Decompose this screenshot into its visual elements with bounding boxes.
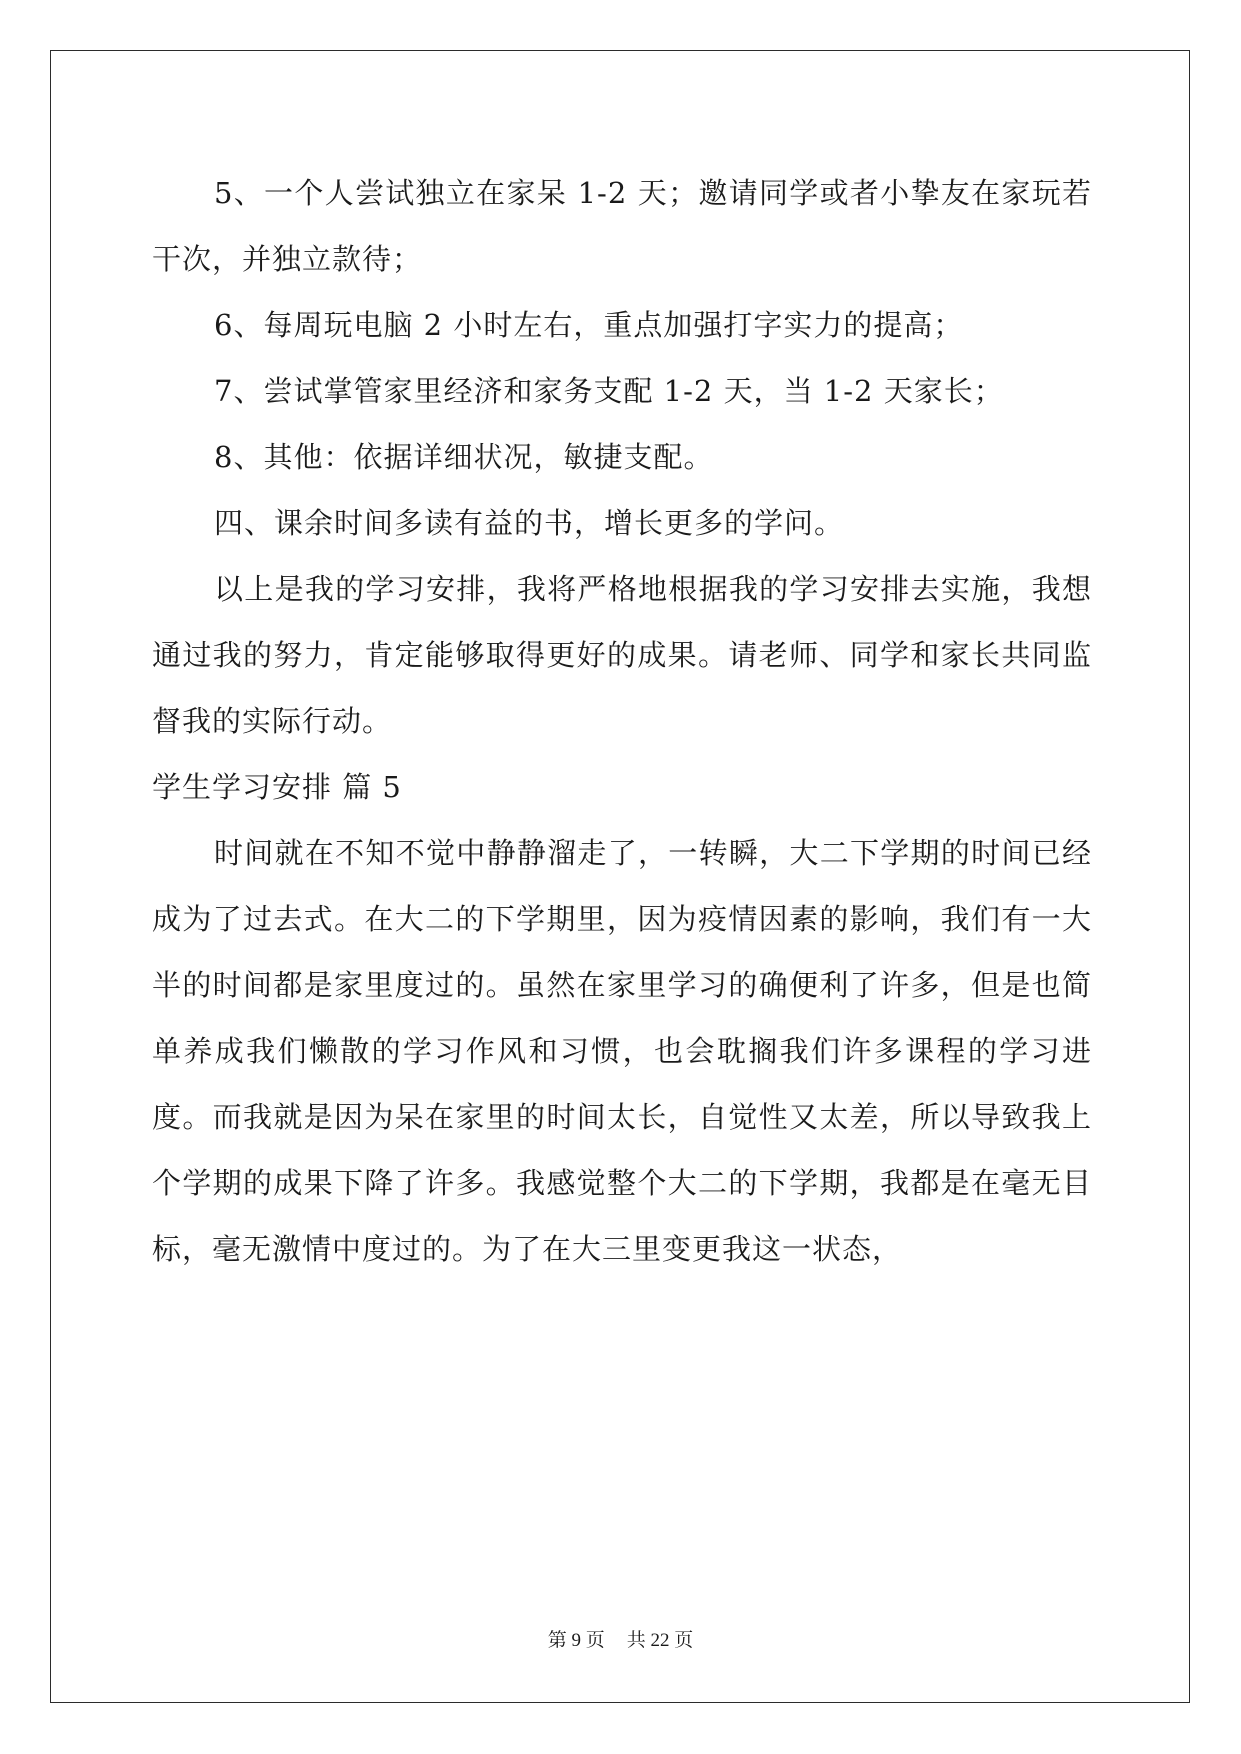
document-body: [152, 160, 1092, 1282]
section-paragraph: 时间就在不知不觉中静静溜走了，一转瞬，大二下学期的时间已经成为了过去式。在大二的下学期里，因为疫情因素的影响，我们有一大半的时间都是家里度过的。虽然在家里学习的确便利了许多，但是也简单养成我们懒散的学习作风和习惯，也会耽搁我们许多课程的学习进度。而我就是因为呆在家里的时间太长，自觉性又太差，所以导致我上个学期的成果下降了许多。我感觉整个大二的下学期，我都是在毫无目标，毫无激情中度过的。为了在大三里变更我这一状态，: [152, 836, 1092, 1266]
paragraph-item-6: 6、每周玩电脑 2 小时左右，重点加强打字实力的提高；: [214, 308, 964, 342]
paragraph-conclusion: 以上是我的学习安排，我将严格地根据我的学习安排去实施，我想通过我的努力，肯定能够取得更好的成果。请老师、同学和家长共同监督我的实际行动。: [152, 572, 1092, 738]
paragraph-item-5: 5、一个人尝试独立在家呆 1-2 天；邀请同学或者小挚友在家玩若干次，并独立款待；: [152, 176, 1092, 276]
section-heading: 学生学习安排 篇 5: [152, 770, 402, 804]
page-footer: [0, 1625, 1241, 1652]
page-number: 第 9 页: [547, 1630, 605, 1651]
paragraph-item-7: 7、尝试掌管家里经济和家务支配 1-2 天，当 1-2 天家长；: [214, 374, 1004, 408]
paragraph-item-8: 8、其他：依据详细状况，敏捷支配。: [214, 440, 714, 474]
paragraph-section-four: 四、课余时间多读有益的书，增长更多的学问。: [214, 506, 845, 540]
page-total: 共 22 页: [626, 1630, 694, 1651]
